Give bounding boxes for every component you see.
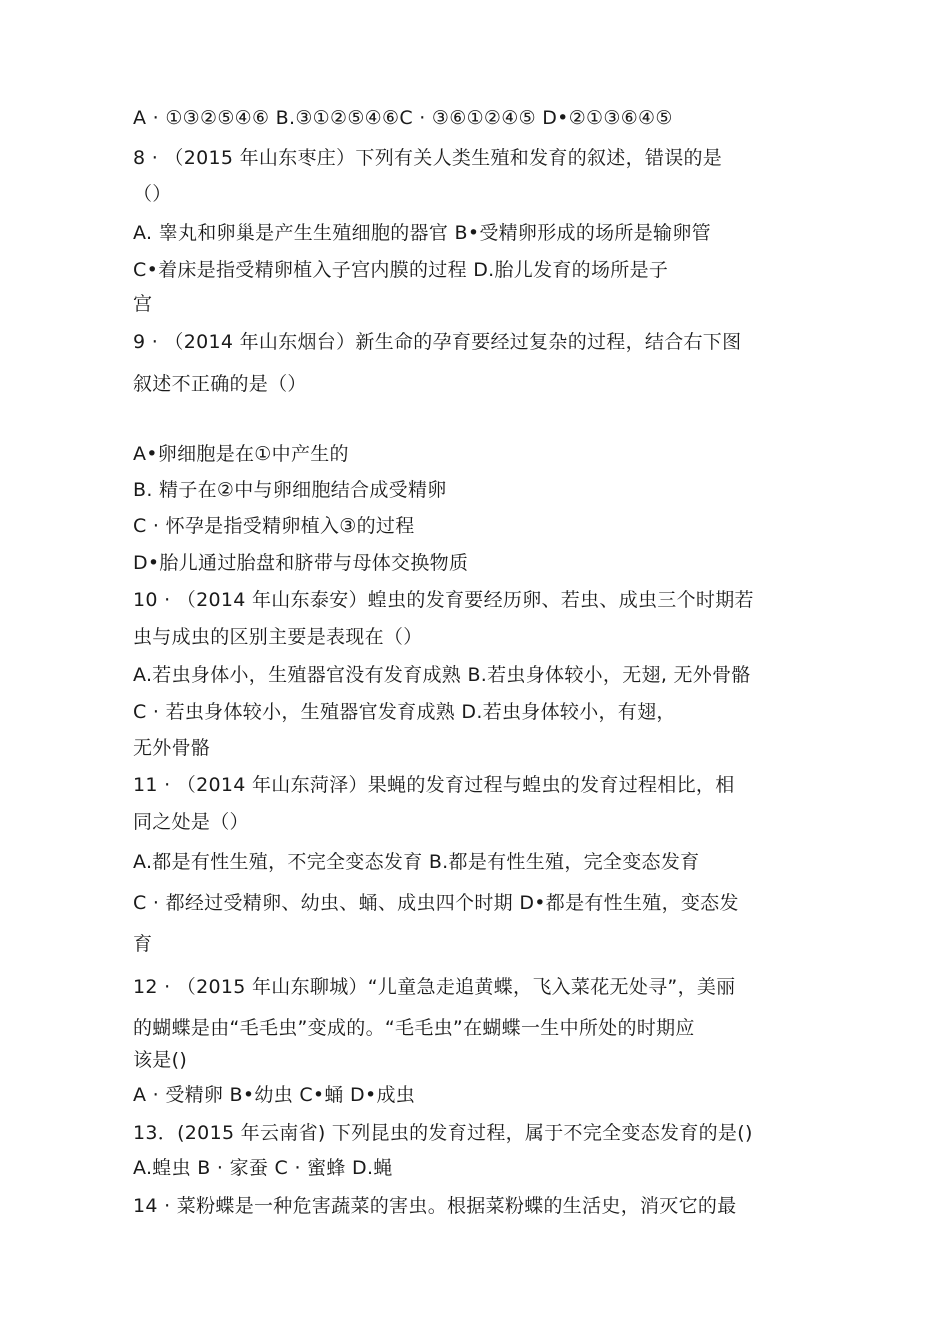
text-line: B. 精子在②中与卵细胞结合成受精卵 — [133, 479, 447, 501]
text-line: A · ①③②⑤④⑥ B.③①②⑤④⑥C · ③⑥①②④⑤ D•②①③⑥④⑤ — [133, 107, 673, 129]
text-line: A.都是有性生殖，不完全变态发育 B.都是有性生殖，完全变态发育 — [133, 851, 700, 873]
text-line: 12 · （2015 年山东聊城）“儿童急走追黄蝶，飞入菜花无处寻”，美丽 — [133, 976, 736, 998]
text-line: A · 受精卵 B•幼虫 C•蛹 D•成虫 — [133, 1084, 416, 1106]
text-line: 叙述不正确的是（） — [133, 373, 307, 395]
text-line: C · 怀孕是指受精卵植入③的过程 — [133, 515, 415, 537]
text-line: A•卵细胞是在①中产生的 — [133, 443, 349, 465]
text-line: C · 若虫身体较小，生殖器官发育成熟 D.若虫身体较小，有翅， — [133, 701, 676, 723]
text-line: （） — [133, 183, 172, 205]
text-line: A. 睾丸和卵巢是产生生殖细胞的器官 B•受精卵形成的场所是输卵管 — [133, 222, 711, 244]
text-line: D•胎儿通过胎盘和脐带与母体交换物质 — [133, 552, 469, 574]
text-line: A.若虫身体小，生殖器官没有发育成熟 B.若虫身体较小，无翅, 无外骨骼 — [133, 664, 751, 686]
text-line: 同之处是（） — [133, 811, 249, 833]
text-line: 8 · （2015 年山东枣庄）下列有关人类生殖和发育的叙述，错误的是 — [133, 147, 723, 169]
text-line: 该是() — [133, 1049, 188, 1071]
text-line: 无外骨骼 — [133, 737, 211, 759]
text-line: 虫与成虫的区别主要是表现在（） — [133, 626, 423, 648]
text-line: 宫 — [133, 293, 153, 315]
text-line: A.蝗虫 B · 家蚕 C · 蜜蜂 D.蝇 — [133, 1157, 393, 1179]
text-line: 9 · （2014 年山东烟台）新生命的孕育要经过复杂的过程，结合右下图 — [133, 331, 742, 353]
text-line: 13．(2015 年云南省) 下列昆虫的发育过程，属于不完全变态发育的是() — [133, 1122, 753, 1144]
text-line: 10 · （2014 年山东泰安）蝗虫的发育要经历卵、若虫、成虫三个时期若 — [133, 589, 754, 611]
text-line: C · 都经过受精卵、幼虫、蛹、成虫四个时期 D•都是有性生殖，变态发 — [133, 892, 739, 914]
text-line: C•着床是指受精卵植入子宫内膜的过程 D.胎儿发育的场所是子 — [133, 259, 669, 281]
text-line: 11 · （2014 年山东菏泽）果蝇的发育过程与蝗虫的发育过程相比，相 — [133, 774, 735, 796]
text-line: 14 · 菜粉蝶是一种危害蔬菜的害虫。根据菜粉蝶的生活史，消灭它的最 — [133, 1195, 737, 1217]
text-line: 育 — [133, 933, 153, 955]
text-line: 的蝴蝶是由“毛毛虫”变成的。“毛毛虫”在蝴蝶一生中所处的时期应 — [133, 1017, 695, 1039]
